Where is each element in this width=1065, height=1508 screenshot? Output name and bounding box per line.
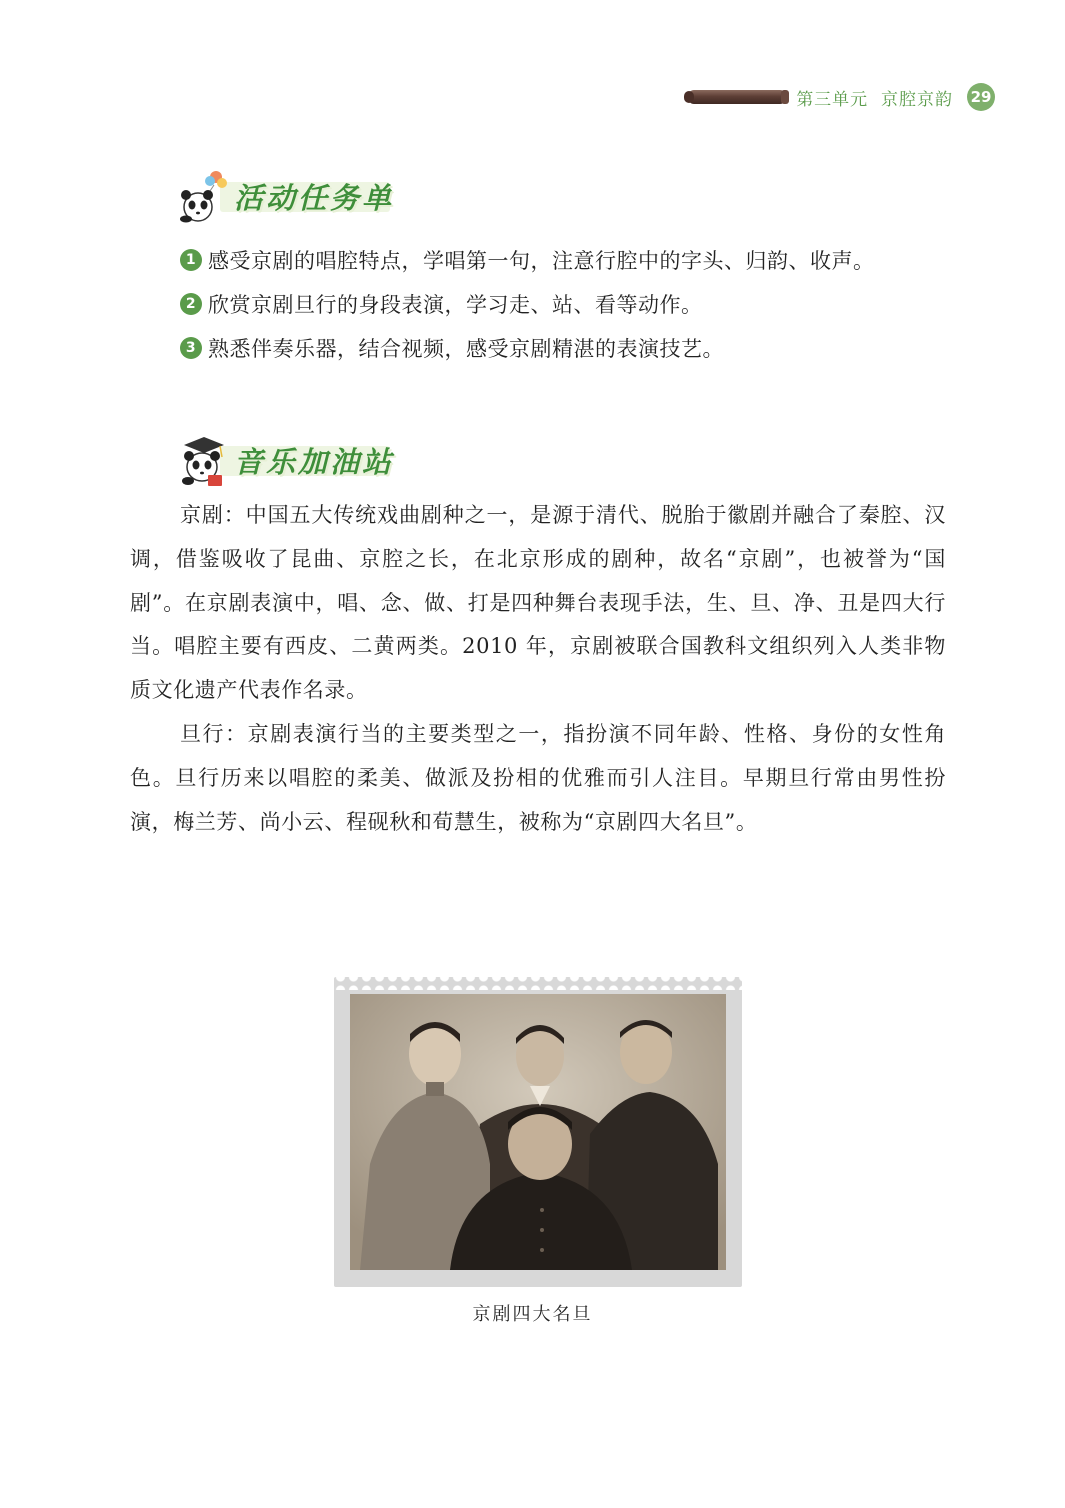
photo-caption: 京剧四大名旦 [472,1304,593,1325]
portrait-figures [350,994,726,1270]
list-item [180,238,980,282]
list-item [180,282,980,326]
station-title: 音乐加油站 [234,444,395,479]
task-list [180,238,980,370]
four-dan-photo [350,994,726,1270]
list-item [180,326,980,370]
paragraph-jingju: 京剧：中国五大传统戏曲剧种之一，是源于清代、脱胎于徽剧并融合了秦腔、汉调，借鉴吸收了昆曲、京腔之长，在北京形成的剧种，故名“京剧”，也被誉为“国剧”。在京剧表演中，唱、念、做、打是四种舞台表现手法，生、旦、净、丑是四大行当。唱腔主要有西皮、二黄两类。2010 年，京剧被联合国教科文组织列入人类非物质文化遗产代表作名录。 [130,503,946,703]
panda-graduate-icon [178,433,228,487]
page-header [688,82,995,112]
task-number-badge: 3 [180,337,202,359]
task-number-badge: 2 [180,293,202,315]
unit-label: 第三单元 [796,89,869,110]
task-text: 熟悉伴奏乐器，结合视频，感受京剧精湛的表演技艺。 [208,337,724,361]
station-heading [178,432,394,488]
activity-heading [178,168,394,224]
page-number: 29 [967,83,995,111]
photo-stamp-frame [334,977,742,1287]
task-text: 欣赏京剧旦行的身段表演，学习走、站、看等动作。 [208,293,703,317]
activity-title: 活动任务单 [234,180,395,215]
panda-balloon-icon [178,169,228,223]
task-text: 感受京剧的唱腔特点，学唱第一句，注意行腔中的字头、归韵、收声。 [208,249,875,273]
flute-decoration-icon [688,90,786,104]
unit-title: 京腔京韵 [881,89,953,110]
task-number-badge: 1 [180,249,202,271]
paragraph-danhang: 旦行：京剧表演行当的主要类型之一，指扮演不同年龄、性格、身份的女性角色。旦行历来以唱腔的柔美、做派及扮相的优雅而引人注目。早期旦行常由男性扮演，梅兰芳、尚小云、程砚秋和荀慧生，被称为“京剧四大名旦”。 [130,722,946,834]
